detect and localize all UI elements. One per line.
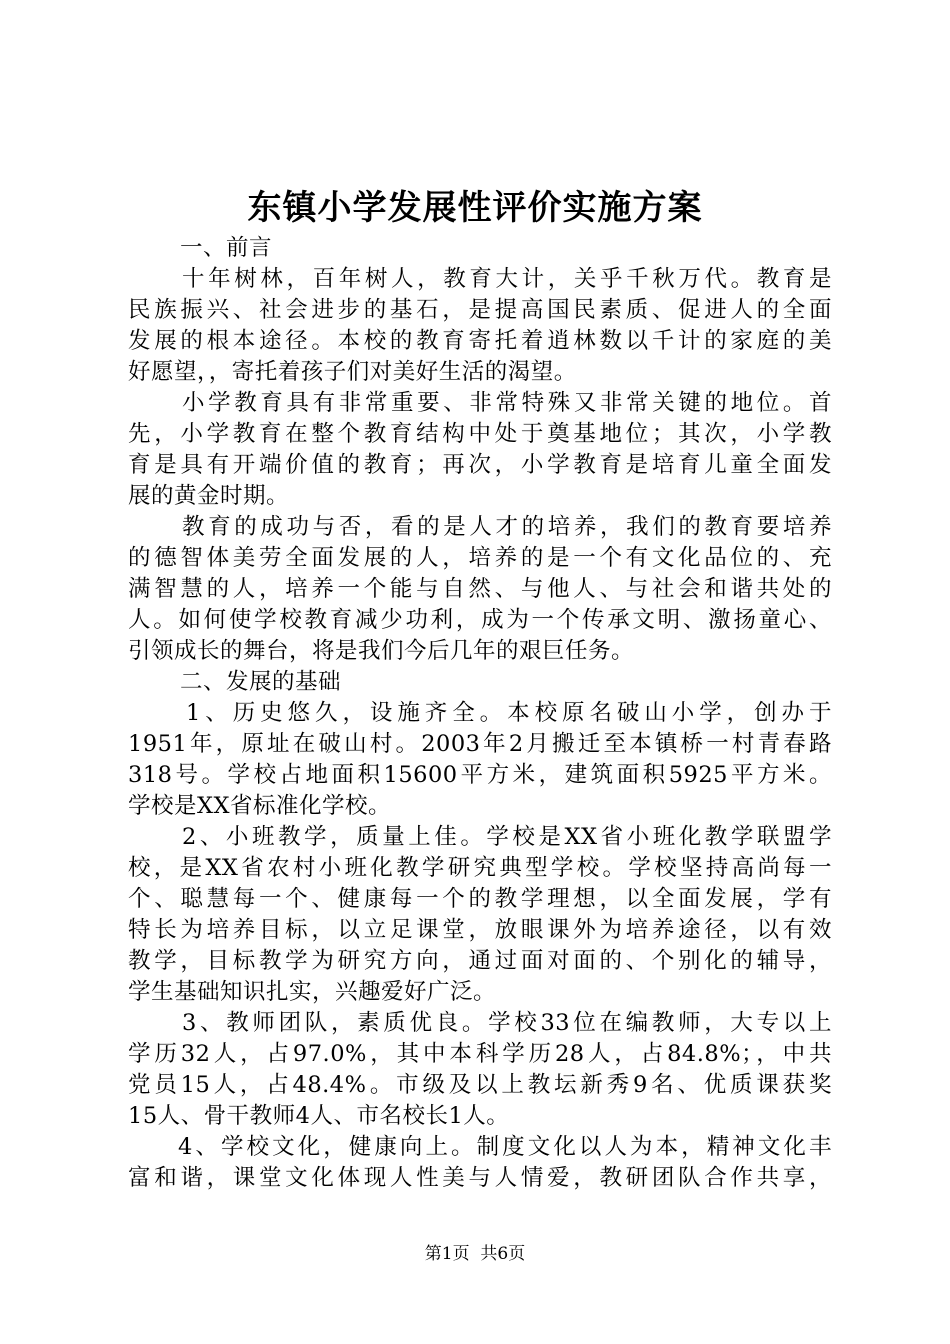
paragraph-line: 富和谐，课堂文化体现人性美与人情爱，教研团队合作共享， [128,1165,832,1191]
paragraph-line: 2、小班教学，质量上佳。学校是XX省小班化教学联盟学 [182,824,832,850]
paragraph-line: 党员15人，占48.4%。市级及以上教坛新秀9名、优质课获奖 [128,1072,832,1098]
paragraph-line: 先，小学教育在整个教育结构中处于奠基地位；其次，小学教 [128,421,832,447]
paragraph-line: 特长为培养目标，以立足课堂，放眼课外为培养途径，以有效 [128,917,832,943]
page-footer: 第1页 共6页 [424,1244,526,1264]
document-title: 东镇小学发展性评价实施方案 [247,188,703,228]
paragraph-line: 318号。学校占地面积15600平方米，建筑面积5925平方米。 [128,762,832,788]
paragraph-line: 学校是XX省标准化学校。 [128,793,392,819]
paragraph-line: 发展的根本途径。本校的教育寄托着逍林数以千计的家庭的美 [128,328,832,354]
paragraph-line: 15人、骨干教师4人、市名校长1人。 [128,1103,510,1129]
paragraph-line: 教学，目标教学为研究方向，通过面对面的、个别化的辅导， [128,948,832,974]
paragraph-line: 引领成长的舞台，将是我们今后几年的艰巨任务。 [128,638,635,664]
paragraph-line: 学历32人，占97.0%，其中本科学历28人，占84.8%；，中共 [128,1041,832,1067]
paragraph-line: 育是具有开端价值的教育；再次，小学教育是培育儿童全面发 [128,452,832,478]
document-body [128,233,832,1194]
paragraph-line: 1951年，原址在破山村。2003年2月搬迁至本镇桥一村青春路 [128,731,832,757]
paragraph-line: 民族振兴、社会进步的基石，是提高国民素质、促进人的全面 [128,297,832,323]
paragraph-line: 满智慧的人，培养一个能与自然、与他人、与社会和谐共处的 [128,576,832,602]
paragraph-line: 人。如何使学校教育减少功利，成为一个传承文明、激扬童心、 [128,607,832,633]
paragraph-line: 个、聪慧每一个、健康每一个的教学理想，以全面发展，学有 [128,886,832,912]
paragraph-line: 好愿望，，寄托着孩子们对美好生活的渴望。 [128,359,577,385]
paragraph-line: 教育的成功与否，看的是人才的培养，我们的教育要培养 [182,514,832,540]
paragraph-line: 学生基础知识扎实，兴趣爱好广泛。 [128,979,497,1005]
paragraph-line: 展的黄金时期。 [128,483,290,509]
paragraph-line: 校，是XX省农村小班化教学研究典型学校。学校坚持高尚每一 [128,855,832,881]
paragraph-line: 4、学校文化，健康向上。制度文化以人为本，精神文化丰 [178,1134,832,1160]
section-heading: 一、前言 [180,235,273,261]
paragraph-line: 的德智体美劳全面发展的人，培养的是一个有文化品位的、充 [128,545,832,571]
paragraph-line: 1、历史悠久，设施齐全。本校原名破山小学，创办于 [186,700,832,726]
paragraph-line: 3、教师团队，素质优良。学校33位在编教师，大专以上 [182,1010,832,1036]
paragraph-line: 十年树林，百年树人，教育大计，关乎千秋万代。教育是 [182,266,832,292]
section-heading: 二、发展的基础 [180,669,342,695]
paragraph-line: 小学教育具有非常重要、非常特殊又非常关键的地位。首 [182,390,832,416]
